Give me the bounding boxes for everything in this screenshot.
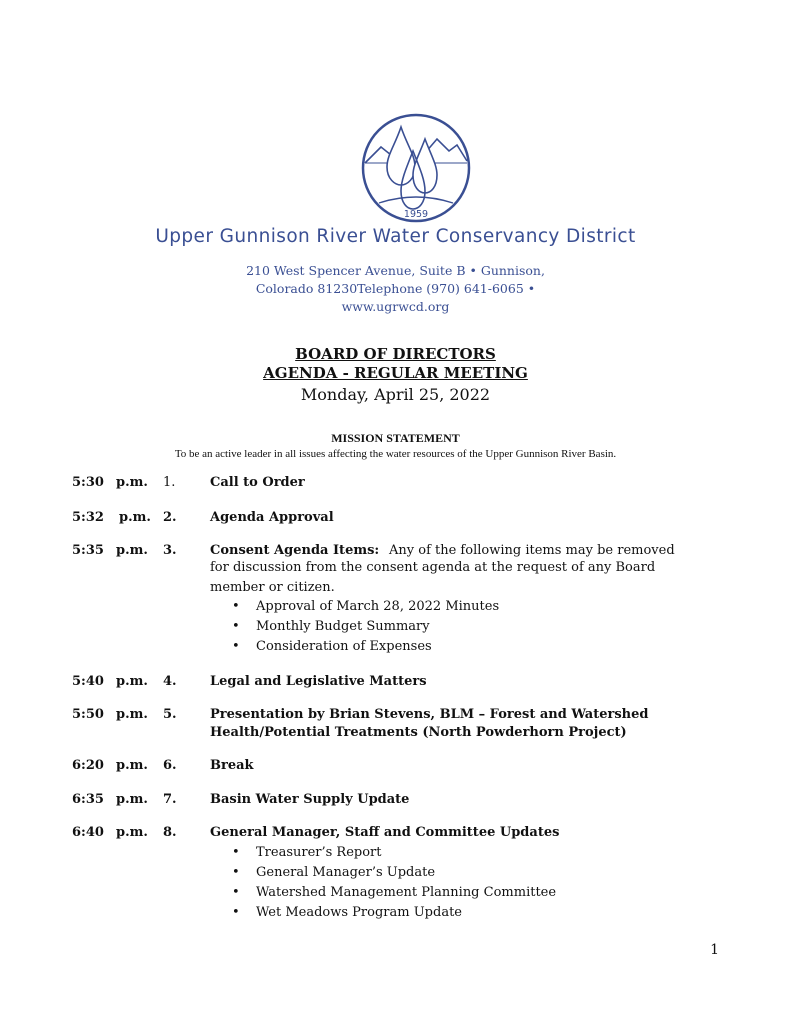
agenda-title: AGENDA - REGULAR MEETING	[263, 364, 528, 382]
item-ampm: p.m.	[116, 543, 148, 558]
list-item: • General Manager’s Update	[210, 863, 556, 883]
logo-year: 1959	[403, 209, 429, 220]
website-link[interactable]: www.ugrwcd.org	[341, 299, 450, 314]
item-title: Legal and Legislative Matters	[210, 674, 427, 689]
item-ampm: p.m.	[116, 674, 148, 689]
list-item: • Monthly Budget Summary	[210, 617, 499, 637]
item-ampm: p.m.	[116, 825, 148, 840]
item-number: 3.	[163, 543, 177, 558]
updates-list	[210, 843, 556, 923]
item-number: 8.	[163, 825, 177, 840]
item-title-line2: Health/Potential Treatments (North Powderhorn Project)	[210, 725, 627, 740]
item-ampm: p.m.	[116, 475, 148, 490]
item-time: 6:20	[72, 758, 104, 773]
item-ampm: p.m.	[116, 758, 148, 773]
item-title: Agenda Approval	[210, 510, 334, 525]
item-title: Call to Order	[210, 475, 305, 490]
item-number: 1.	[163, 475, 176, 490]
consent-items-list	[210, 597, 499, 657]
item-ampm: p.m.	[116, 792, 148, 807]
description-line: member or citizen.	[210, 580, 335, 595]
item-title: Break	[210, 758, 254, 773]
page-number: 1	[710, 942, 719, 958]
list-item: • Consideration of Expenses	[210, 637, 499, 657]
item-time: 6:35	[72, 792, 104, 807]
mission-text: To be an active leader in all issues affecting the water resources of the Upper Gunnison River Basin.	[174, 448, 617, 460]
address-line-1: 210 West Spencer Avenue, Suite B • Gunnison,	[246, 263, 545, 278]
item-time: 5:30	[72, 475, 104, 490]
item-description-cont	[210, 558, 700, 598]
item-number: 5.	[163, 707, 177, 722]
board-title: BOARD OF DIRECTORS	[295, 345, 496, 363]
district-logo	[361, 111, 471, 229]
item-title: Presentation by Brian Stevens, BLM – Forest and Watershed	[210, 707, 649, 722]
item-time: 5:35	[72, 543, 104, 558]
item-time: 6:40	[72, 825, 104, 840]
item-title: Consent Agenda Items:	[210, 543, 380, 558]
meeting-date: Monday, April 25, 2022	[300, 385, 491, 404]
list-item: • Watershed Management Planning Committee	[210, 883, 556, 903]
list-item: • Wet Meadows Program Update	[210, 903, 556, 923]
item-title: General Manager, Staff and Committee Updates	[210, 825, 560, 840]
item-ampm: p.m.	[116, 707, 148, 722]
item-time: 5:50	[72, 707, 104, 722]
item-ampm: p.m.	[119, 510, 151, 525]
item-number: 6.	[163, 758, 177, 773]
item-time: 5:32	[72, 510, 104, 525]
description-line: for discussion from the consent agenda at the request of any Board	[210, 560, 656, 575]
organization-name: Upper Gunnison River Water Conservancy District	[155, 226, 636, 247]
list-item: • Approval of March 28, 2022 Minutes	[210, 597, 499, 617]
item-number: 7.	[163, 792, 177, 807]
item-description: Any of the following items may be removed	[389, 543, 675, 558]
item-number: 2.	[163, 510, 177, 525]
item-number: 4.	[163, 674, 177, 689]
item-time: 5:40	[72, 674, 104, 689]
address-line-2: Colorado 81230Telephone (970) 641-6065 •	[255, 281, 536, 296]
list-item: • Treasurer’s Report	[210, 843, 556, 863]
item-title: Basin Water Supply Update	[210, 792, 410, 807]
mission-heading: MISSION STATEMENT	[331, 431, 460, 445]
